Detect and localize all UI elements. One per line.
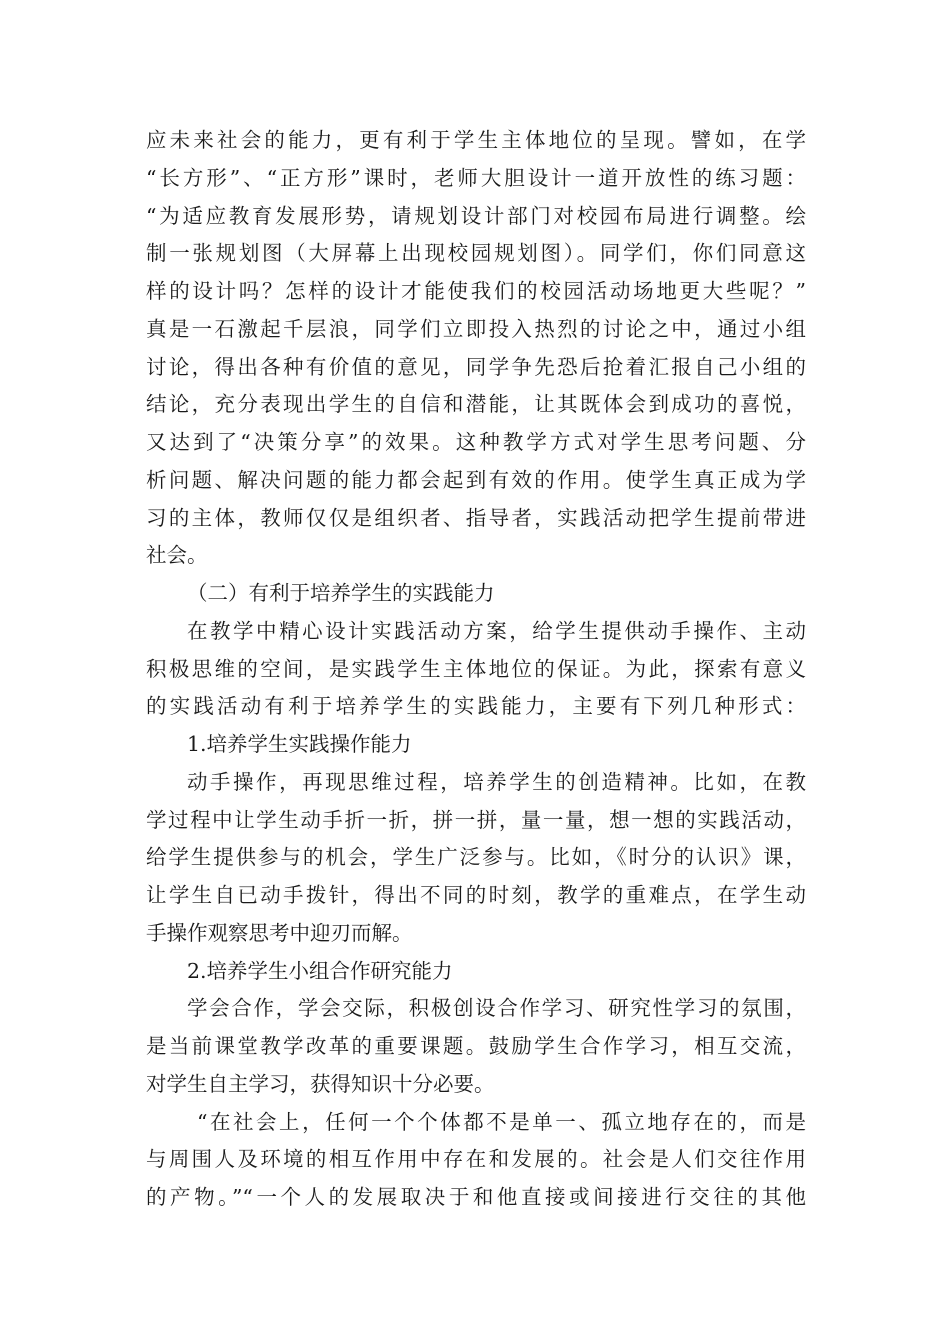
paragraph-line: 真是一石激起千层浪，同学们立即投入热烈的讨论之中，通过小组 xyxy=(146,316,806,341)
paragraph-line: 制一张规划图（大屏幕上出现校园规划图）。同学们，你们同意这 xyxy=(146,241,806,266)
paragraph-line: 社会。 xyxy=(146,543,208,568)
paragraph-line: “为适应教育发展形势，请规划设计部门对校园布局进行调整。绘 xyxy=(146,203,806,228)
paragraph-line: “长方形”、“正方形”课时，老师大胆设计一道开放性的练习题： xyxy=(146,165,806,190)
paragraph-line: 学过程中让学生动手折一折，拼一拼，量一量，想一想的实践活动， xyxy=(146,807,806,832)
paragraph-line: 样的设计吗？怎样的设计才能使我们的校园活动场地更大些呢？” xyxy=(146,279,806,303)
paragraph-line: 给学生提供参与的机会，学生广泛参与。比如，《时分的认识》课， xyxy=(146,845,806,870)
paragraph-line: 与周围人及环境的相互作用中存在和发展的。社会是人们交往作用 xyxy=(146,1147,806,1172)
paragraph-line: 结论，充分表现出学生的自信和潜能，让其既体会到成功的喜悦， xyxy=(146,392,806,417)
body-text xyxy=(146,122,806,1217)
paragraph-line: 让学生自已动手拨针，得出不同的时刻，教学的重难点，在学生动 xyxy=(146,883,806,907)
paragraph-line: 应未来社会的能力，更有利于学生主体地位的呈现。譬如，在学 xyxy=(146,128,806,152)
paragraph-line: 的产物。”“一个人的发展取决于和他直接或间接进行交往的其他 xyxy=(146,1185,806,1209)
subsection-heading: 2.培养学生小组合作研究能力 xyxy=(187,958,453,983)
paragraph-line: 积极思维的空间，是实践学生主体地位的保证。为此，探索有意义 xyxy=(146,656,806,681)
paragraph-line: 在教学中精心设计实践活动方案，给学生提供动手操作、主动 xyxy=(187,618,806,643)
paragraph-line: 析问题、解决问题的能力都会起到有效的作用。使学生真正成为学 xyxy=(146,467,806,492)
subsection-heading: 1.培养学生实践操作能力 xyxy=(187,732,412,756)
paragraph-line: 手操作观察思考中迎刃而解。 xyxy=(146,920,413,945)
paragraph-line: 动手操作，再现思维过程，培养学生的创造精神。比如，在教 xyxy=(187,769,806,794)
section-heading: （二）有利于培养学生的实践能力 xyxy=(187,581,495,605)
paragraph-line: “在社会上，任何一个个体都不是单一、孤立地存在的，而是 xyxy=(197,1109,806,1134)
paragraph-line: 学会合作，学会交际，积极创设合作学习、研究性学习的氛围， xyxy=(187,996,806,1021)
paragraph-line: 讨论，得出各种有价值的意见，同学争先恐后抢着汇报自己小组的 xyxy=(146,354,806,379)
paragraph-line: 习的主体，教师仅仅是组织者、指导者，实践活动把学生提前带进 xyxy=(146,505,806,530)
paragraph-line: 对学生自主学习，获得知识十分必要。 xyxy=(146,1071,495,1096)
paragraph-line: 又达到了“决策分享”的效果。这种教学方式对学生思考问题、分 xyxy=(146,430,806,454)
paragraph-line: 是当前课堂教学改革的重要课题。鼓励学生合作学习，相互交流， xyxy=(146,1034,806,1058)
paragraph-line: 的实践活动有利于培养学生的实践能力，主要有下列几种形式： xyxy=(146,694,806,719)
